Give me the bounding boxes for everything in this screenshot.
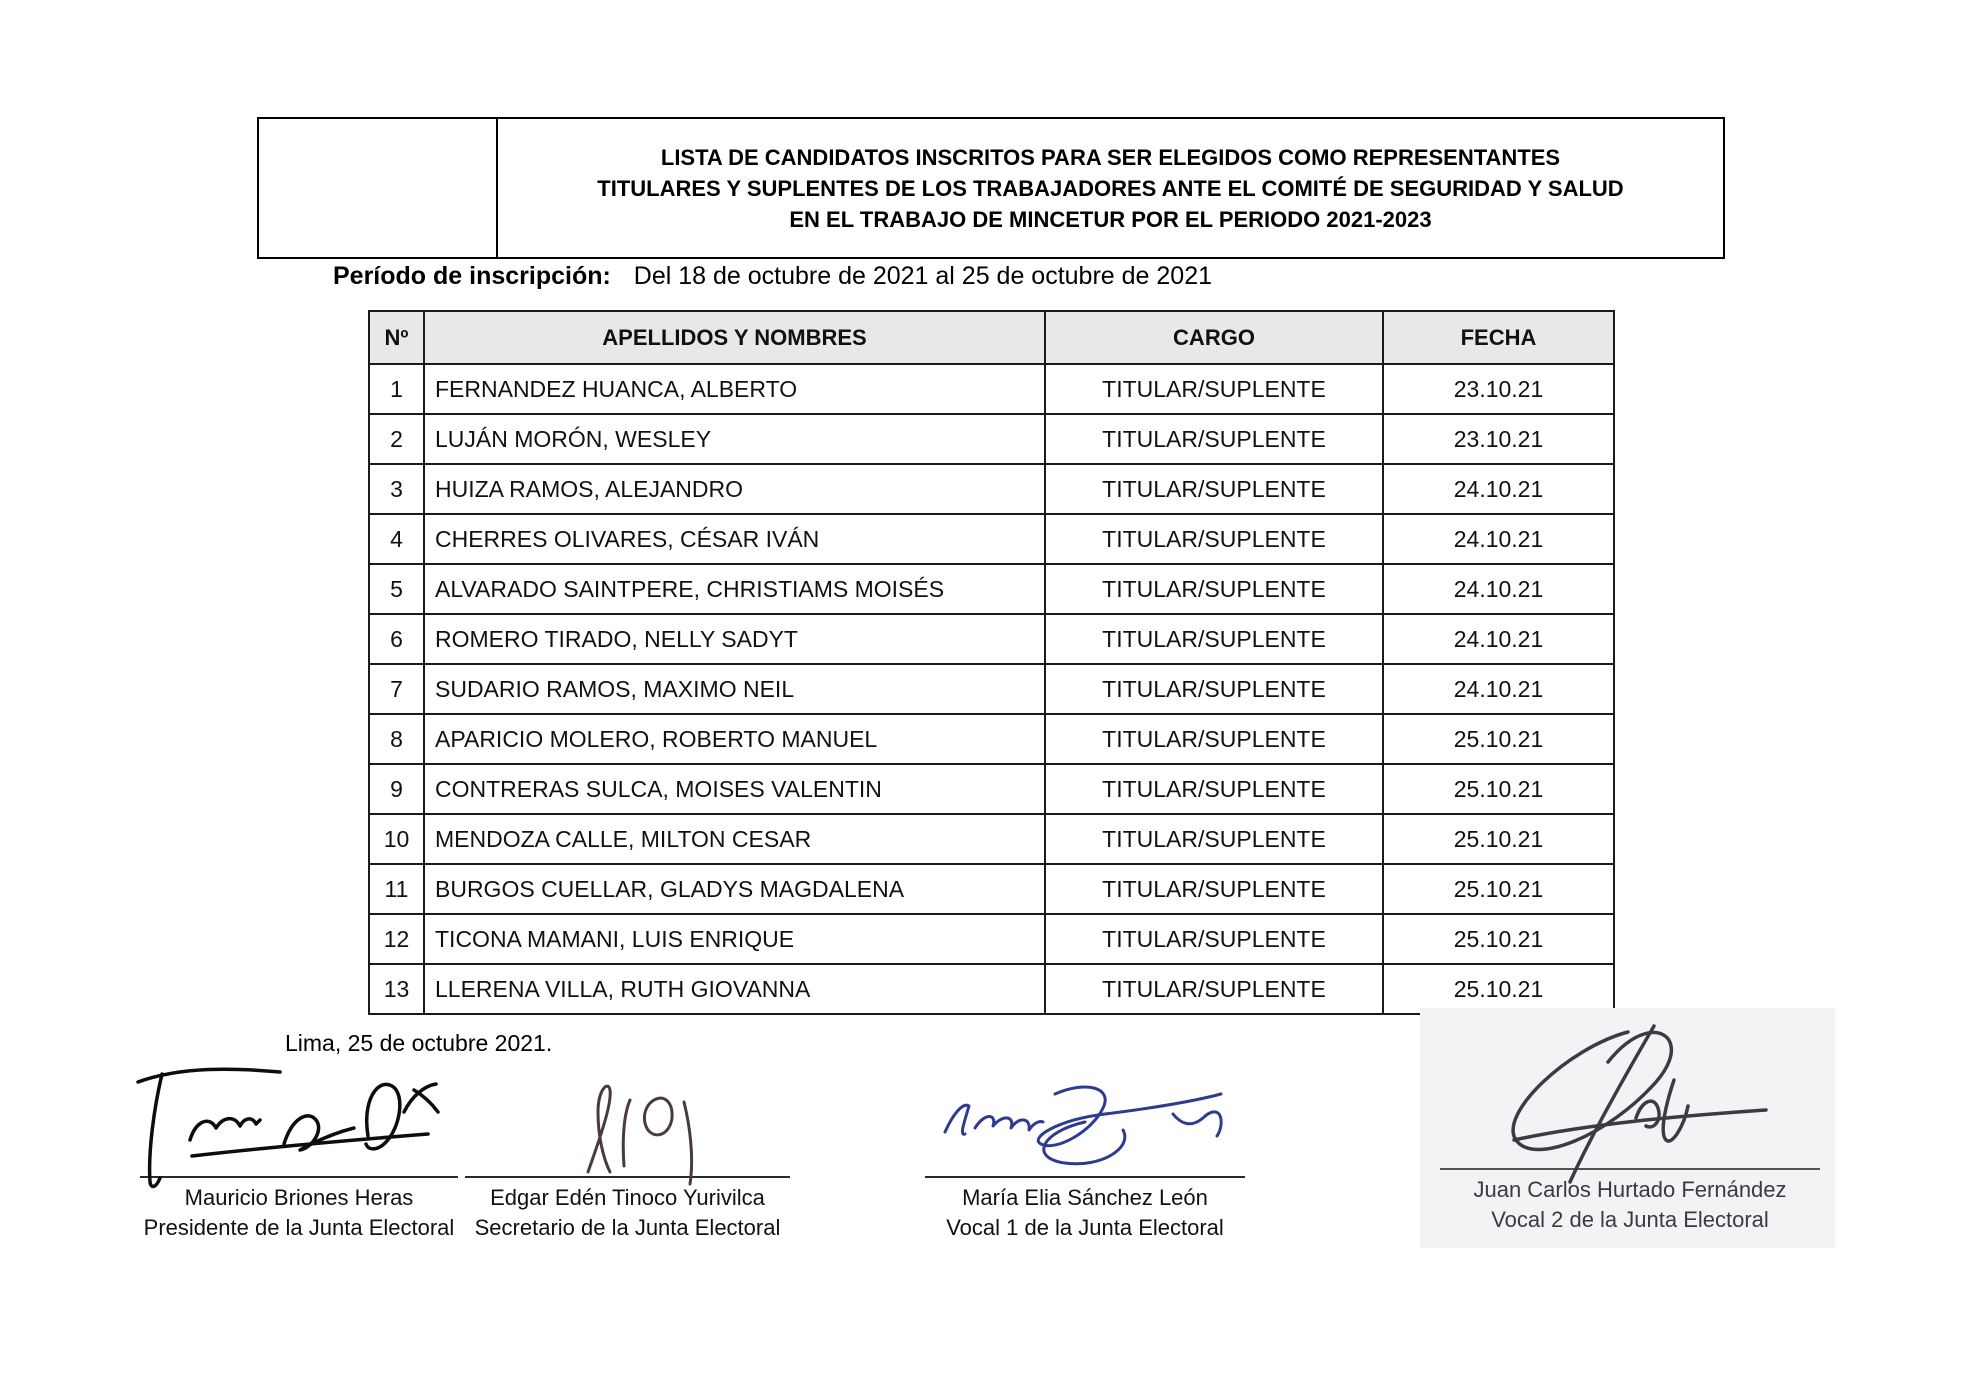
fecha-cell: 25.10.21 — [1383, 914, 1614, 964]
date-line: Lima, 25 de octubre 2021. — [285, 1030, 553, 1056]
signature-rule — [465, 1176, 790, 1178]
column-header-names: APELLIDOS Y NOMBRES — [424, 311, 1045, 364]
cargo-cell: TITULAR/SUPLENTE — [1045, 414, 1383, 464]
signatory-role: Secretario de la Junta Electoral — [474, 1215, 781, 1240]
signatory-name: Edgar Edén Tinoco Yurivilca — [490, 1185, 765, 1210]
row-number-cell: 11 — [369, 864, 424, 914]
signature-1-image — [132, 1056, 462, 1191]
table-row — [369, 814, 1614, 864]
fecha-cell: 25.10.21 — [1383, 864, 1614, 914]
cargo-cell: TITULAR/SUPLENTE — [1045, 914, 1383, 964]
candidate-name-cell: FERNANDEZ HUANCA, ALBERTO — [424, 364, 1045, 414]
cargo-cell: TITULAR/SUPLENTE — [1045, 464, 1383, 514]
table-header-row — [369, 311, 1614, 364]
registration-period-value: Del 18 de octubre de 2021 al 25 de octubre de 2021 — [633, 262, 1213, 290]
registration-period — [333, 262, 1212, 291]
cargo-cell: TITULAR/SUPLENTE — [1045, 764, 1383, 814]
table-row — [369, 764, 1614, 814]
fecha-cell: 25.10.21 — [1383, 814, 1614, 864]
signature-block-secretary — [465, 1176, 790, 1243]
table-row — [369, 614, 1614, 664]
row-number-cell: 4 — [369, 514, 424, 564]
candidate-name-cell: CONTRERAS SULCA, MOISES VALENTIN — [424, 764, 1045, 814]
table-row — [369, 414, 1614, 464]
row-number-cell: 3 — [369, 464, 424, 514]
signature-rule — [140, 1176, 458, 1178]
signature-rule — [925, 1176, 1245, 1178]
fecha-cell: 24.10.21 — [1383, 464, 1614, 514]
column-header-fecha: FECHA — [1383, 311, 1614, 364]
candidate-name-cell: TICONA MAMANI, LUIS ENRIQUE — [424, 914, 1045, 964]
cargo-cell: TITULAR/SUPLENTE — [1045, 864, 1383, 914]
signature-block-vocal-1 — [925, 1176, 1245, 1243]
candidate-name-cell: APARICIO MOLERO, ROBERTO MANUEL — [424, 714, 1045, 764]
document-title — [498, 119, 1723, 257]
row-number-cell: 7 — [369, 664, 424, 714]
document-title-line-3: EN EL TRABAJO DE MINCETUR POR EL PERIODO 2021-2023 — [789, 206, 1432, 232]
table-row — [369, 864, 1614, 914]
table-row — [369, 364, 1614, 414]
signatory-role: Presidente de la Junta Electoral — [143, 1215, 455, 1240]
row-number-cell: 6 — [369, 614, 424, 664]
table-row — [369, 964, 1614, 1014]
row-number-cell: 5 — [369, 564, 424, 614]
signatory-name: María Elia Sánchez León — [962, 1185, 1208, 1210]
candidate-name-cell: ALVARADO SAINTPERE, CHRISTIAMS MOISÉS — [424, 564, 1045, 614]
table-row — [369, 664, 1614, 714]
fecha-cell: 25.10.21 — [1383, 964, 1614, 1014]
candidate-name-cell: BURGOS CUELLAR, GLADYS MAGDALENA — [424, 864, 1045, 914]
table-row — [369, 464, 1614, 514]
signature-3-image — [937, 1070, 1237, 1182]
cargo-cell: TITULAR/SUPLENTE — [1045, 514, 1383, 564]
fecha-cell: 24.10.21 — [1383, 614, 1614, 664]
fecha-cell: 25.10.21 — [1383, 714, 1614, 764]
signatory-name: Juan Carlos Hurtado Fernández — [1473, 1177, 1787, 1202]
fecha-cell: 24.10.21 — [1383, 514, 1614, 564]
signature-block-president — [140, 1176, 458, 1243]
row-number-cell: 2 — [369, 414, 424, 464]
candidate-name-cell: LUJÁN MORÓN, WESLEY — [424, 414, 1045, 464]
table-row — [369, 714, 1614, 764]
fecha-cell: 24.10.21 — [1383, 564, 1614, 614]
fecha-cell: 23.10.21 — [1383, 414, 1614, 464]
cargo-cell: TITULAR/SUPLENTE — [1045, 664, 1383, 714]
cargo-cell: TITULAR/SUPLENTE — [1045, 564, 1383, 614]
cargo-cell: TITULAR/SUPLENTE — [1045, 814, 1383, 864]
table-row — [369, 564, 1614, 614]
document-title-line-1: LISTA DE CANDIDATOS INSCRITOS PARA SER ELEGIDOS COMO REPRESENTANTES — [660, 144, 1561, 170]
fecha-cell: 23.10.21 — [1383, 364, 1614, 414]
header-box — [257, 117, 1725, 259]
table-row — [369, 514, 1614, 564]
signatory-role: Vocal 1 de la Junta Electoral — [946, 1215, 1224, 1240]
cargo-cell: TITULAR/SUPLENTE — [1045, 964, 1383, 1014]
row-number-cell: 10 — [369, 814, 424, 864]
document-title-line-2: TITULARES Y SUPLENTES DE LOS TRABAJADORES ANTE EL COMITÉ DE SEGURIDAD Y SALUD — [597, 175, 1624, 201]
logo-placeholder-cell — [259, 119, 498, 257]
signature-rule — [1440, 1168, 1820, 1170]
column-header-cargo: CARGO — [1045, 311, 1383, 364]
row-number-cell: 9 — [369, 764, 424, 814]
candidates-table — [368, 310, 1615, 1015]
cargo-cell: TITULAR/SUPLENTE — [1045, 364, 1383, 414]
table-row — [369, 914, 1614, 964]
candidate-name-cell: ROMERO TIRADO, NELLY SADYT — [424, 614, 1045, 664]
fecha-cell: 25.10.21 — [1383, 764, 1614, 814]
signature-block-vocal-2 — [1440, 1168, 1820, 1235]
row-number-cell: 13 — [369, 964, 424, 1014]
candidate-name-cell: HUIZA RAMOS, ALEJANDRO — [424, 464, 1045, 514]
signature-2-image — [560, 1074, 760, 1186]
cargo-cell: TITULAR/SUPLENTE — [1045, 614, 1383, 664]
signatory-name: Mauricio Briones Heras — [184, 1185, 414, 1210]
candidate-name-cell: MENDOZA CALLE, MILTON CESAR — [424, 814, 1045, 864]
column-header-number: Nº — [369, 311, 424, 364]
row-number-cell: 8 — [369, 714, 424, 764]
registration-period-label: Período de inscripción: — [333, 262, 611, 290]
row-number-cell: 1 — [369, 364, 424, 414]
row-number-cell: 12 — [369, 914, 424, 964]
candidate-name-cell: SUDARIO RAMOS, MAXIMO NEIL — [424, 664, 1045, 714]
candidate-name-cell: CHERRES OLIVARES, CÉSAR IVÁN — [424, 514, 1045, 564]
cargo-cell: TITULAR/SUPLENTE — [1045, 714, 1383, 764]
candidate-name-cell: LLERENA VILLA, RUTH GIOVANNA — [424, 964, 1045, 1014]
fecha-cell: 24.10.21 — [1383, 664, 1614, 714]
signatory-role: Vocal 2 de la Junta Electoral — [1491, 1207, 1769, 1232]
